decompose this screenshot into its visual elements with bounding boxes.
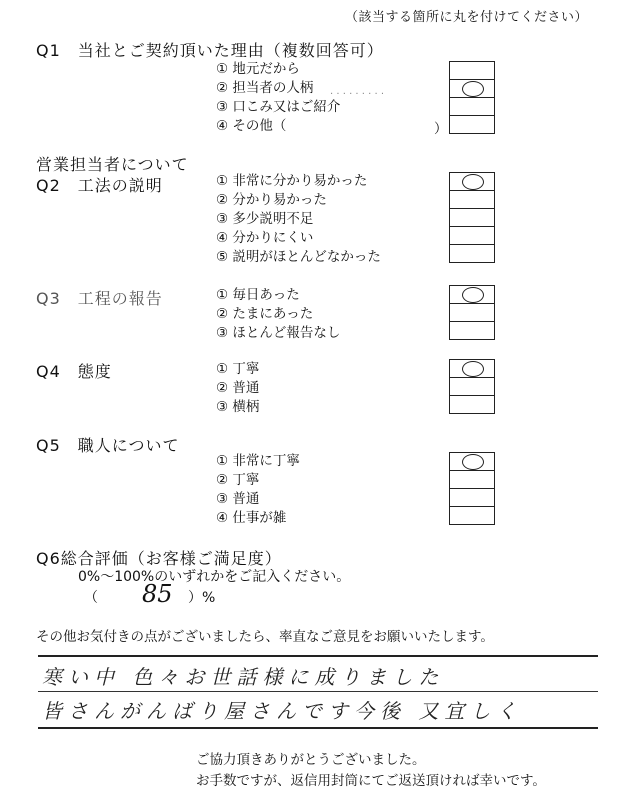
q1-checkbox-4[interactable]	[449, 116, 495, 134]
q3-checkbox-column	[449, 285, 495, 340]
circle-mark	[462, 454, 484, 470]
comments-prompt: その他お気付きの点がございましたら、率直なご意見をお願いいたします。	[36, 629, 494, 645]
comments-area[interactable]	[38, 655, 598, 729]
q2-checkbox-1[interactable]	[449, 172, 495, 191]
q1-checkbox-1[interactable]	[449, 61, 495, 80]
q3-checkbox-1[interactable]	[449, 285, 495, 304]
q1-other-close-paren: ）	[434, 121, 448, 137]
q3-title: Q3 工程の報告	[36, 289, 163, 308]
circle-mark	[462, 287, 484, 303]
circle-mark	[462, 174, 484, 190]
q4-option-2: ② 普通	[216, 380, 260, 396]
q3-checkbox-3[interactable]	[449, 322, 495, 340]
q4-option-3: ③ 横柄	[216, 399, 260, 415]
q2-option-1: ① 非常に分かり易かった	[216, 173, 368, 189]
q2-checkbox-column	[449, 172, 495, 263]
q6-open-paren: （	[84, 590, 98, 606]
q4-checkbox-2[interactable]	[449, 378, 495, 396]
comment-line-1: 寒い中 色々お世話様に成りました	[42, 665, 445, 689]
q2-option-5: ⑤ 説明がほとんどなかった	[216, 249, 381, 265]
q4-option-1: ① 丁寧	[216, 361, 260, 377]
section-heading: 営業担当者について	[36, 155, 189, 174]
q5-title: Q5 職人について	[36, 436, 180, 455]
q4-checkbox-3[interactable]	[449, 396, 495, 414]
comment-line-2: 皆さんがんばり屋さんです今後 又宜しく	[42, 699, 523, 723]
q2-checkbox-2[interactable]	[449, 191, 495, 209]
circle-mark	[462, 81, 484, 97]
q1-checkbox-3[interactable]	[449, 98, 495, 116]
q3-option-3: ③ ほとんど報告なし	[216, 325, 341, 341]
thanks-line-2: お手数ですが、返信用封筒にてご返送頂ければ幸いです。	[196, 773, 546, 789]
q2-checkbox-4[interactable]	[449, 227, 495, 245]
q1-checkbox-column	[449, 61, 495, 134]
q6-satisfaction-value[interactable]: 85	[142, 580, 173, 608]
q2-checkbox-5[interactable]	[449, 245, 495, 263]
q5-option-1: ① 非常に丁寧	[216, 453, 300, 469]
q2-option-2: ② 分かり易かった	[216, 192, 327, 208]
thanks-line-1: ご協力頂きありがとうございました。	[196, 752, 426, 768]
q2-option-3: ③ 多少説明不足	[216, 211, 314, 227]
q2-option-4: ④ 分かりにくい	[216, 230, 314, 246]
circle-mark	[462, 361, 484, 377]
q1-title: Q1 当社とご契約頂いた理由（複数回答可）	[36, 41, 384, 60]
q6-close-paren-percent: ）%	[188, 590, 216, 606]
q6-instruction: 0%～100%のいずれかをご記入ください。	[78, 569, 351, 585]
q1-option-3: ③ 口こみ又はご紹介	[216, 99, 341, 115]
q1-checkbox-2[interactable]	[449, 80, 495, 98]
instruction-note: （該当する箇所に丸を付けてください）	[344, 10, 588, 25]
q5-checkbox-2[interactable]	[449, 471, 495, 489]
q2-checkbox-3[interactable]	[449, 209, 495, 227]
q3-option-2: ② たまにあった	[216, 306, 314, 322]
q5-checkbox-3[interactable]	[449, 489, 495, 507]
q2-title: Q2 工法の説明	[36, 176, 163, 195]
q4-checkbox-1[interactable]	[449, 359, 495, 378]
q3-option-1: ① 毎日あった	[216, 287, 300, 303]
q3-checkbox-2[interactable]	[449, 304, 495, 322]
q5-option-4: ④ 仕事が雑	[216, 510, 287, 526]
q1-option-1: ① 地元だから	[216, 61, 300, 77]
q5-option-3: ③ 普通	[216, 491, 260, 507]
q4-checkbox-column	[449, 359, 495, 414]
q6-title: Q6総合評価（お客様ご満足度）	[36, 549, 282, 568]
q1-option-4: ④ その他（	[216, 118, 287, 134]
q5-checkbox-column	[449, 452, 495, 525]
q5-checkbox-4[interactable]	[449, 507, 495, 525]
comment-line-rule	[38, 691, 598, 692]
leader-dots: . . . . . . . . .	[330, 86, 385, 97]
q5-checkbox-1[interactable]	[449, 452, 495, 471]
q4-title: Q4 態度	[36, 362, 112, 381]
q1-option-2: ② 担当者の人柄	[216, 80, 314, 96]
q5-option-2: ② 丁寧	[216, 472, 260, 488]
